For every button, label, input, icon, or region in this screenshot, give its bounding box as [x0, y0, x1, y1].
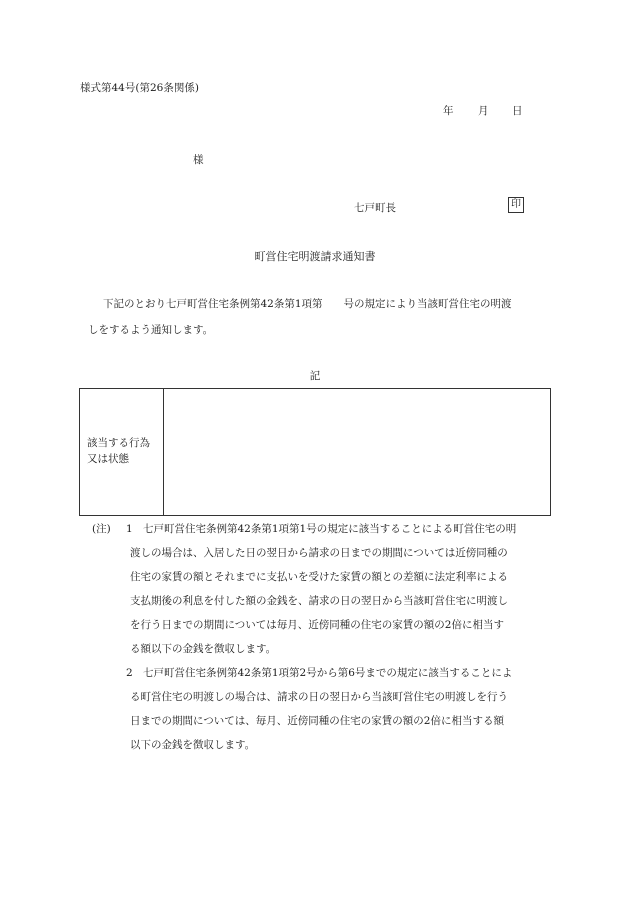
date-day-label: 日 [512, 105, 523, 117]
note-line: 支払期後の利息を付した額の金銭を、請求の日の翌日から当該町営住宅に明渡し [130, 595, 508, 607]
note-line: る額以下の金銭を徴収します。 [130, 643, 277, 655]
note-line: 日までの期間については、毎月、近傍同種の住宅の家賃の額の2倍に相当する額 [130, 715, 504, 727]
note-line: 七戸町営住宅条例第42条第1項第2号から第6号までの規定に該当することによ [143, 667, 513, 679]
note-line: 以下の金銭を徴収します。 [130, 739, 256, 751]
note-1-number: 1 [126, 523, 133, 535]
document-title: 町営住宅明渡請求通知書 [254, 250, 376, 263]
addressee-suffix: 様 [193, 154, 204, 166]
table-label-cell [80, 389, 164, 515]
note-line: る町営住宅の明渡しの場合は、請求の日の翌日から当該町営住宅の明渡しを行う [130, 691, 508, 703]
form-number: 様式第44号(第26条関係) [80, 82, 199, 94]
note-line: 住宅の家賃の額とそれまでに支払いを受けた家賃の額との差額に法定利率による [130, 571, 508, 583]
info-table [79, 388, 551, 516]
note-line: 七戸町営住宅条例第42条第1項第1号の規定に該当することによる町営住宅の明 [143, 523, 517, 535]
issuer-name: 七戸町長 [354, 202, 396, 214]
notes-prefix: (注) [92, 523, 111, 535]
table-label-text: 該当する行為 又は状態 [87, 437, 150, 465]
note-line: を行う日までの期間については毎月、近傍同種の住宅の家賃の額の2倍に相当す [130, 619, 504, 631]
table-value-cell [172, 397, 542, 507]
note-line: 渡しの場合は、入居した日の翌日から請求の日までの期間については近傍同種の [130, 547, 508, 559]
ki-heading: 記 [309, 370, 321, 382]
body-text-line: 下記のとおり七戸町営住宅条例第42条第1項第 号の規定により当該町営住宅の明渡 [103, 298, 512, 310]
seal-stamp: 印 [508, 197, 524, 213]
body-text-line: しをするよう通知します。 [88, 324, 214, 336]
note-2-number: 2 [126, 667, 133, 679]
date-month-label: 月 [478, 105, 489, 117]
date-year-label: 年 [443, 105, 454, 117]
